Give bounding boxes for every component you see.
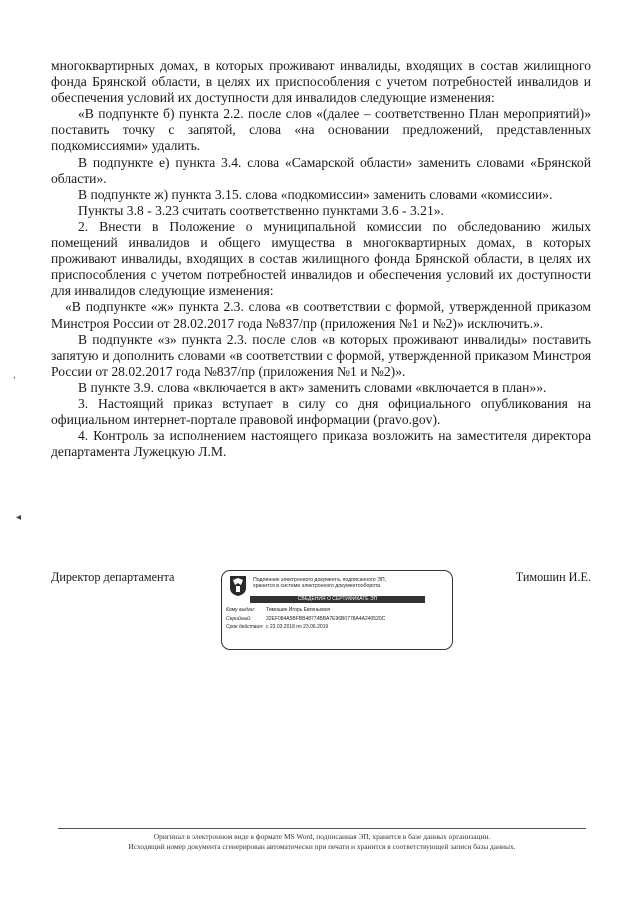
stamp-row-valid: Срок действия: с 23.03.2018 по 23.06.2019	[226, 624, 329, 631]
paragraph: В подпункте е) пункта 3.4. слова «Самарской области» заменить словами «Брянской области».	[51, 154, 591, 186]
paragraph: многоквартирных домах, в которых проживают инвалиды, входящих в состав жилищного фонда Брянской области, в целях их приспособления с учетом потребностей инвалидов и обеспечения условий их доступности для инвалидов следующие изменения:	[51, 58, 591, 106]
scan-mark: ◂	[16, 512, 22, 523]
paragraph: 2. Внести в Положение о муниципальной комиссии по обследованию жилых помещений инвалидов и общего имущества в многоквартирных домах, в которых проживают инвалиды, входящих в состав жилищного фонда Брянской области, в целях их приспособления с учетом потребностей инвалидов и обеспечения условий их доступности для инвалидов следующие изменения:	[51, 218, 591, 299]
signer-name: Тимошин И.Е.	[515, 570, 591, 584]
stamp-header: Подлинник электронного документа, подписанного ЭП, хранится в системе электронного документооборота	[253, 577, 387, 590]
signature-block	[51, 570, 591, 660]
stamp-certificate-details	[226, 606, 446, 632]
paragraph: В подпункте «з» пункта 2.3. после слов «в которых проживают инвалиды» поставить запятую и дополнить словами «в соответствии с формой, утвержденной приказом Минстроя России от 28.02.2017 года №837/пр (приложения №1 и №2)».	[51, 331, 591, 379]
page-footer	[58, 832, 586, 852]
stamp-certificate-band: СВЕДЕНИЯ О СЕРТИФИКАТЕ ЭП	[250, 596, 425, 603]
footer-line: Оригинал в электронном виде в формате MS Word, подписанная ЭП, хранится в базе данных организации.	[153, 832, 491, 841]
paragraph: В пункте 3.9. слова «включается в акт» заменить словами «включается в план»».	[78, 379, 547, 395]
scan-mark: ‘	[13, 376, 16, 386]
paragraph: «В подпункте «ж» пункта 2.3. слова «в соответствии с формой, утвержденной приказом Минстроя России от 28.02.2017 года №837/пр (приложения №1 и №2)» исключить.».	[51, 299, 591, 331]
paragraph: 4. Контроль за исполнением настоящего приказа возложить на заместителя директора департамента Лужецкую Л.М.	[51, 428, 591, 460]
paragraph: 3. Настоящий приказ вступает в силу со дня официального опубликования на официальном интернет-портале правовой информации (pravo.gov).	[51, 395, 591, 428]
signer-role: Директор департамента	[51, 570, 175, 584]
document-body	[51, 58, 591, 460]
footer-divider	[58, 828, 586, 829]
electronic-signature-stamp	[221, 570, 453, 650]
paragraph: «В подпункте б) пункта 2.2. после слов «(далее – соответственно План мероприятий)» поставить точку с запятой, слова «на основании предложений, представленных подкомиссиями» удалить.	[51, 106, 591, 154]
paragraph: В подпункте ж) пункта 3.15. слова «подкомиссии» заменить словами «комиссии».	[78, 186, 553, 202]
stamp-row-issued: Кому выдан: Тимошин Игорь Евгеньевич	[226, 607, 331, 613]
paragraph: Пункты 3.8 - 3.23 считать соответственно пунктами 3.6 - 3.21».	[78, 202, 444, 218]
stamp-row-serial: Серийный: 32EF084A5BFBB48774BBA7E96B0778A4A240520C	[226, 615, 386, 622]
footer-line: Исходящий номер документа сгенерирован автоматически при печати и хранится в соответствующей записи базы данных.	[128, 842, 516, 851]
coat-of-arms-icon	[228, 575, 248, 597]
